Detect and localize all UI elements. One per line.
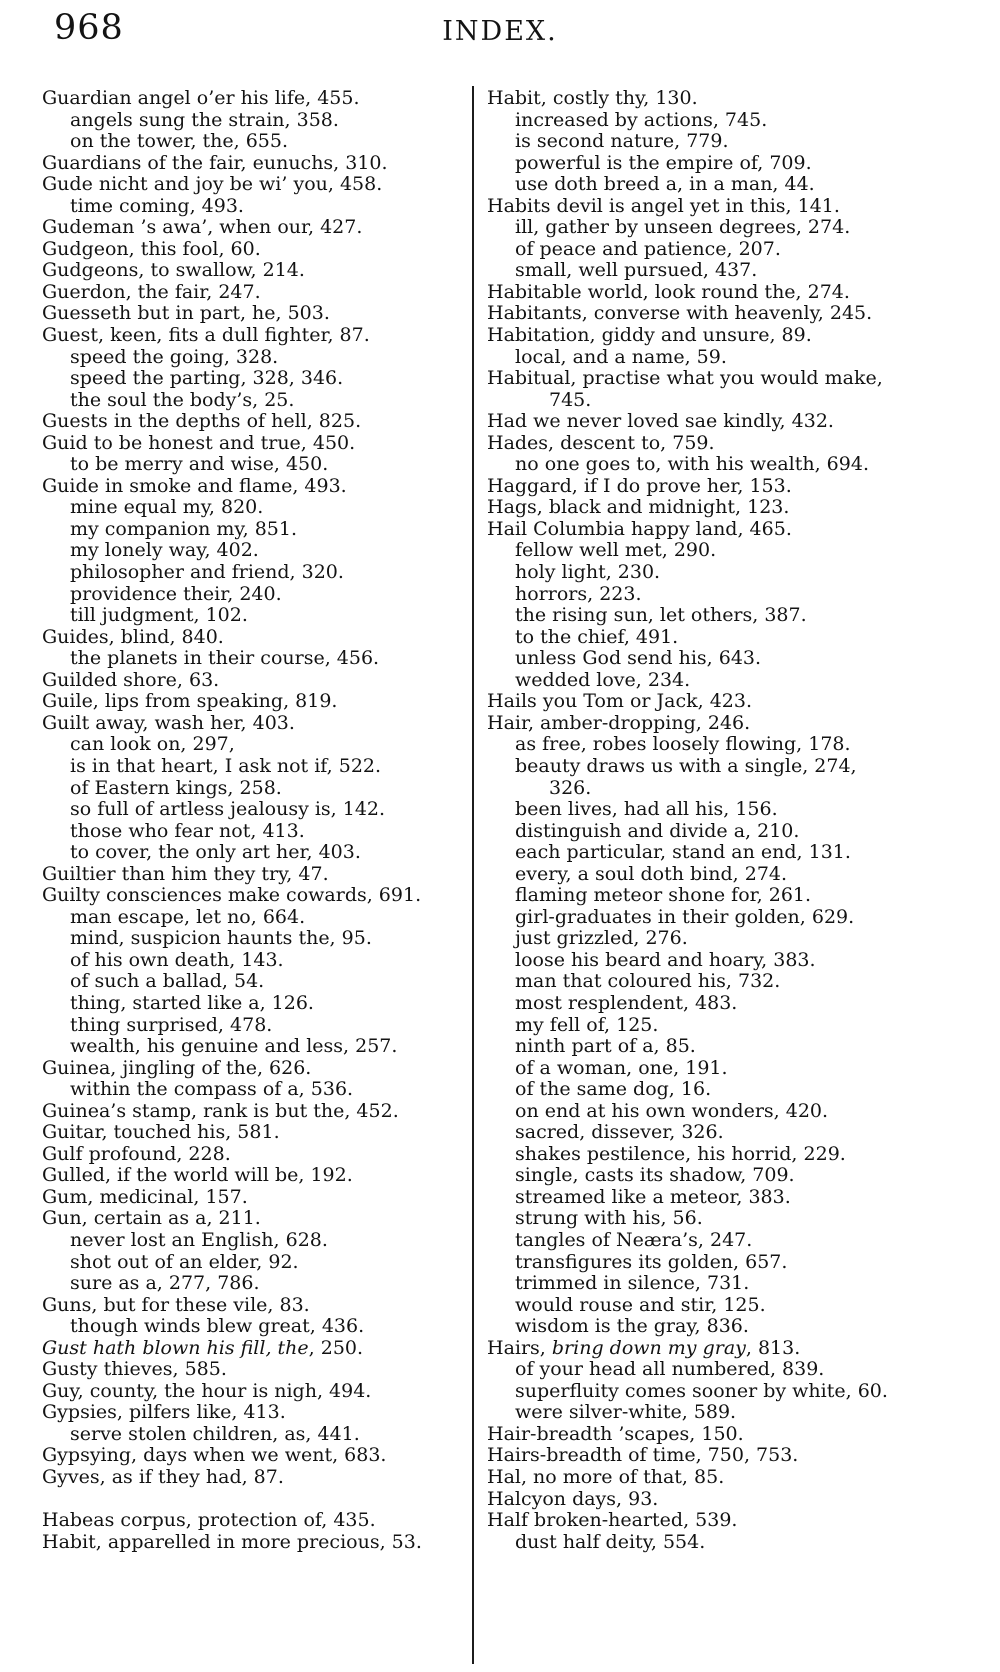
- index-entry: Guiltier than him they try, 47.: [42, 863, 329, 885]
- index-entry: Guides, blind, 840.: [42, 626, 224, 648]
- index-subentry: thing, started like a, 126.: [70, 992, 314, 1014]
- index-subentry: local, and a name, 59.: [515, 346, 727, 368]
- index-entry: Habits devil is angel yet in this, 141.: [487, 195, 840, 217]
- index-subentry: were silver-white, 589.: [515, 1402, 737, 1424]
- index-entry: Gyves, as if they had, 87.: [42, 1467, 284, 1488]
- index-subentry: unless God send his, 643.: [515, 648, 762, 670]
- index-subentry: each particular, stand an end, 131.: [515, 842, 851, 864]
- index-entry: Guerdon, the fair, 247.: [42, 281, 261, 303]
- index-entry: Gum, medicinal, 157.: [42, 1186, 248, 1208]
- index-subentry: no one goes to, with his wealth, 694.: [515, 454, 869, 476]
- entry-text: bring down my gray: [551, 1337, 746, 1359]
- index-entry: [42, 1338, 472, 1360]
- index-subentry: to be merry and wise, 450.: [70, 454, 329, 476]
- index-subentry: been lives, had all his, 156.: [515, 799, 778, 821]
- index-subentry: the soul the body’s, 25.: [70, 389, 295, 411]
- index-subentry: dust half deity, 554.: [515, 1531, 706, 1553]
- index-entry: Gudeman ’s awa’, when our, 427.: [42, 217, 363, 239]
- index-subentry: can look on, 297,: [70, 734, 235, 756]
- index-subentry: use doth breed a, in a man, 44.: [515, 174, 815, 196]
- index-subentry: man that coloured his, 732.: [515, 971, 781, 993]
- index-subentry: flaming meteor shone for, 261.: [515, 885, 812, 907]
- index-entry: [487, 1338, 999, 1360]
- index-subentry: trimmed in silence, 731.: [515, 1273, 750, 1295]
- index-subentry: sacred, dissever, 326.: [515, 1122, 724, 1144]
- entry-text: Gust hath blown his fill, the: [42, 1337, 309, 1359]
- index-subentry: providence their, 240.: [70, 583, 282, 605]
- index-subentry: time coming, 493.: [70, 195, 244, 217]
- index-entry: Guest, keen, fits a dull fighter, 87.: [42, 325, 370, 347]
- index-entry: Halcyon days, 93.: [487, 1488, 659, 1510]
- index-subentry: serve stolen children, as, 441.: [70, 1423, 360, 1445]
- index-entry: Gusty thieves, 585.: [42, 1359, 227, 1381]
- index-subentry: on the tower, the, 655.: [70, 131, 289, 153]
- index-entry: Hairs-breadth of time, 750, 753.: [487, 1445, 799, 1467]
- index-subentry: streamed like a meteor, 383.: [515, 1186, 791, 1208]
- index-subentry: to the chief, 491.: [515, 626, 679, 648]
- index-entry: Gude nicht and joy be wi’ you, 458.: [42, 174, 383, 196]
- index-entry: Guy, county, the hour is nigh, 494.: [42, 1380, 372, 1402]
- column-divider: [472, 86, 474, 1664]
- index-entry: Hair, amber-dropping, 246.: [487, 712, 751, 734]
- index-subentry: horrors, 223.: [515, 583, 642, 605]
- index-subentry: tangles of Neæra’s, 247.: [515, 1229, 753, 1251]
- index-entry: Gulled, if the world will be, 192.: [42, 1165, 353, 1187]
- index-subentry: man escape, let no, 664.: [70, 906, 306, 928]
- index-subentry: strung with his, 56.: [515, 1208, 703, 1230]
- index-entry: Gulf profound, 228.: [42, 1143, 231, 1165]
- entry-text: , 250.: [308, 1337, 364, 1359]
- index-entry: Guns, but for these vile, 83.: [42, 1294, 310, 1316]
- index-entry: Gypsying, days when we went, 683.: [42, 1445, 387, 1467]
- index-subentry: my lonely way, 402.: [70, 540, 259, 562]
- index-subentry: of your head all numbered, 839.: [515, 1359, 825, 1381]
- index-entry: Guardians of the fair, eunuchs, 310.: [42, 152, 388, 174]
- index-subentry: within the compass of a, 536.: [70, 1079, 354, 1101]
- index-subentry: holy light, 230.: [515, 562, 661, 584]
- index-entry: Guilded shore, 63.: [42, 669, 220, 691]
- index-entry: Guinea, jingling of the, 626.: [42, 1057, 312, 1079]
- index-entry: Haggard, if I do prove her, 153.: [487, 475, 792, 497]
- index-subentry: single, casts its shadow, 709.: [515, 1165, 795, 1187]
- entry-text: , 813.: [745, 1337, 801, 1359]
- index-subentry: is in that heart, I ask not if, 522.: [70, 755, 382, 777]
- index-subentry: fellow well met, 290.: [515, 540, 717, 562]
- index-entry: Guile, lips from speaking, 819.: [42, 691, 338, 713]
- index-entry: Had we never loved sae kindly, 432.: [487, 411, 834, 433]
- index-subentry: sure as a, 277, 786.: [70, 1273, 260, 1295]
- index-entry: Hair-breadth ’scapes, 150.: [487, 1423, 744, 1445]
- index-entry: Habeas corpus, protection of, 435.: [42, 1510, 376, 1532]
- index-subentry: powerful is the empire of, 709.: [515, 152, 812, 174]
- index-subentry: of the same dog, 16.: [515, 1079, 712, 1101]
- index-entry: Gudgeons, to swallow, 214.: [42, 260, 305, 282]
- index-entry: Guests in the depths of hell, 825.: [42, 411, 362, 433]
- index-subentry: of a woman, one, 191.: [515, 1057, 728, 1079]
- page-title: INDEX.: [442, 16, 558, 47]
- index-subentry: as free, robes loosely flowing, 178.: [515, 734, 851, 756]
- left-column: [42, 88, 472, 1553]
- index-subentry: speed the going, 328.: [70, 346, 279, 368]
- index-subentry: small, well pursued, 437.: [515, 260, 758, 282]
- index-entry: Guesseth but in part, he, 503.: [42, 303, 330, 325]
- index-subentry: every, a soul doth bind, 274.: [515, 863, 788, 885]
- index-subentry: increased by actions, 745.: [515, 109, 768, 131]
- page-number: 968: [54, 8, 124, 48]
- index-subentry: 745.: [549, 389, 592, 411]
- index-subentry: girl-graduates in their golden, 629.: [515, 906, 855, 928]
- index-subentry: just grizzled, 276.: [515, 928, 688, 950]
- index-subentry: of such a ballad, 54.: [70, 971, 265, 993]
- index-entry: Habitation, giddy and unsure, 89.: [487, 325, 812, 347]
- index-entry: Guid to be honest and true, 450.: [42, 432, 356, 454]
- index-subentry: shakes pestilence, his horrid, 229.: [515, 1143, 846, 1165]
- index-entry: Gypsies, pilfers like, 413.: [42, 1402, 286, 1424]
- index-entry: Habitual, practise what you would make,: [487, 368, 883, 390]
- index-subentry: on end at his own wonders, 420.: [515, 1100, 829, 1122]
- index-entry: Gun, certain as a, 211.: [42, 1208, 261, 1230]
- index-entry: Gudgeon, this fool, 60.: [42, 238, 261, 260]
- index-entry: Guide in smoke and flame, 493.: [42, 475, 347, 497]
- index-subentry: transfigures its golden, 657.: [515, 1251, 788, 1273]
- index-entry: Hades, descent to, 759.: [487, 432, 715, 454]
- index-entry: Guilt away, wash her, 403.: [42, 712, 295, 734]
- index-entry: Guitar, touched his, 581.: [42, 1122, 280, 1144]
- index-subentry: ill, gather by unseen degrees, 274.: [515, 217, 851, 239]
- index-subentry: till judgment, 102.: [70, 605, 248, 627]
- right-column: [487, 88, 999, 1553]
- index-subentry: my companion my, 851.: [70, 518, 298, 540]
- index-subentry: of peace and patience, 207.: [515, 238, 781, 260]
- index-subentry: philosopher and friend, 320.: [70, 562, 344, 584]
- index-entry: Habitants, converse with heavenly, 245.: [487, 303, 873, 325]
- index-subentry: loose his beard and hoary, 383.: [515, 949, 816, 971]
- index-entry: Guinea’s stamp, rank is but the, 452.: [42, 1100, 399, 1122]
- index-subentry: never lost an English, 628.: [70, 1229, 328, 1251]
- entry-text: Hairs,: [487, 1337, 552, 1359]
- index-subentry: mine equal my, 820.: [70, 497, 264, 519]
- index-subentry: of his own death, 143.: [70, 949, 284, 971]
- index-subentry: of Eastern kings, 258.: [70, 777, 282, 799]
- index-entry: Guilty consciences make cowards, 691.: [42, 885, 422, 907]
- index-subentry: would rouse and stir, 125.: [515, 1294, 766, 1316]
- index-subentry: wisdom is the gray, 836.: [515, 1316, 749, 1338]
- index-subentry: shot out of an elder, 92.: [70, 1251, 299, 1273]
- index-entry: Hags, black and midnight, 123.: [487, 497, 790, 519]
- index-subentry: distinguish and divide a, 210.: [515, 820, 800, 842]
- index-entry: Habit, apparelled in more precious, 53.: [42, 1531, 422, 1553]
- index-subentry: those who fear not, 413.: [70, 820, 305, 842]
- index-subentry: to cover, the only art her, 403.: [70, 842, 361, 864]
- index-subentry: wealth, his genuine and less, 257.: [70, 1036, 398, 1058]
- index-entry: Hails you Tom or Jack, 423.: [487, 691, 753, 713]
- index-entry: Half broken-hearted, 539.: [487, 1510, 738, 1532]
- index-subentry: speed the parting, 328, 346.: [70, 368, 344, 390]
- index-subentry: beauty draws us with a single, 274,: [515, 755, 857, 777]
- index-entry: Hal, no more of that, 85.: [487, 1467, 725, 1488]
- index-subentry: the planets in their course, 456.: [70, 648, 380, 670]
- index-entry: Guardian angel o’er his life, 455.: [42, 88, 360, 109]
- index-entry: Hail Columbia happy land, 465.: [487, 518, 792, 540]
- index-subentry: most resplendent, 483.: [515, 992, 738, 1014]
- blank-line: [42, 1489, 472, 1511]
- index-subentry: so full of artless jealousy is, 142.: [70, 799, 386, 821]
- index-subentry: angels sung the strain, 358.: [70, 109, 339, 131]
- index-entry: Habit, costly thy, 130.: [487, 88, 698, 109]
- index-subentry: ninth part of a, 85.: [515, 1036, 696, 1058]
- index-subentry: wedded love, 234.: [515, 669, 691, 691]
- index-subentry: mind, suspicion haunts the, 95.: [70, 928, 372, 950]
- index-subentry: the rising sun, let others, 387.: [515, 605, 807, 627]
- index-subentry: 326.: [549, 777, 592, 799]
- index-subentry: my fell of, 125.: [515, 1014, 659, 1036]
- index-subentry: superfluity comes sooner by white, 60.: [515, 1380, 888, 1402]
- index-subentry: thing surprised, 478.: [70, 1014, 273, 1036]
- index-subentry: is second nature, 779.: [515, 131, 729, 153]
- index-entry: Habitable world, look round the, 274.: [487, 281, 850, 303]
- index-subentry: though winds blew great, 436.: [70, 1316, 365, 1338]
